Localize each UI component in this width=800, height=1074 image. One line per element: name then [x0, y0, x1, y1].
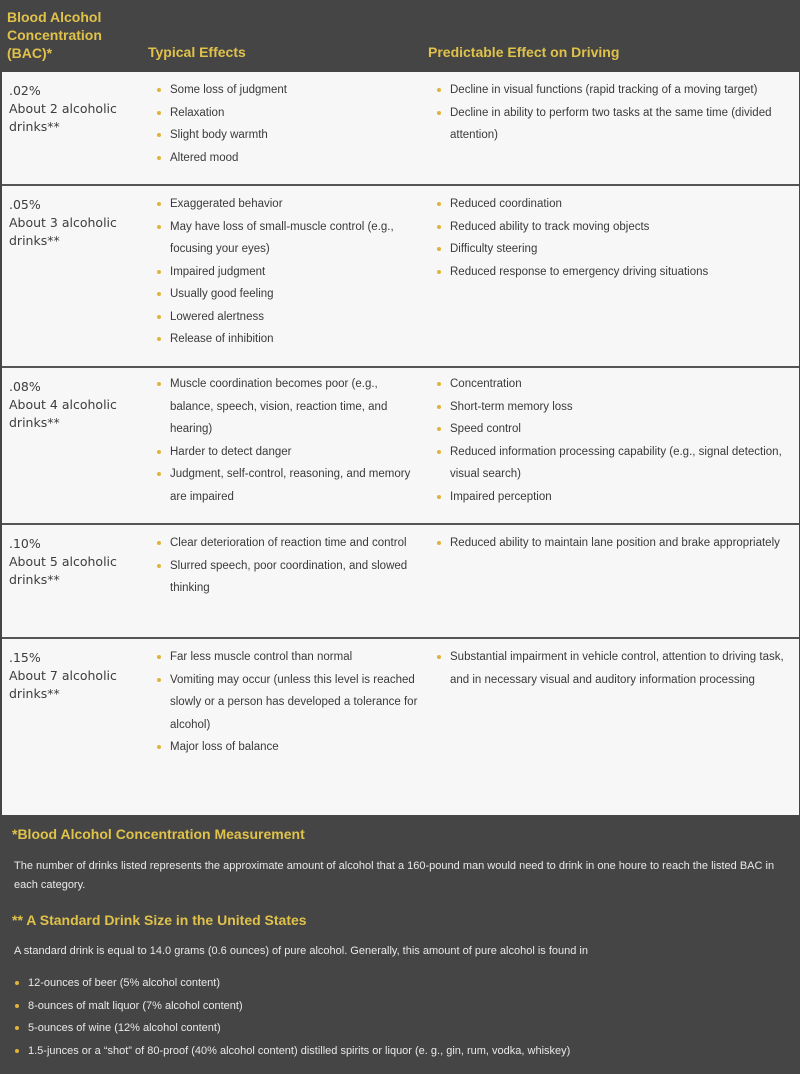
measurement-text: The number of drinks listed represents the approximate amount of alcohol that a 160-pound man would need to drink in one houre to reach the listed BAC in each category.: [14, 860, 775, 891]
typical-effects-list: [156, 373, 418, 508]
drink-count: About 3 alcoholic drinks**: [9, 215, 117, 248]
list-item: Harder to detect danger: [156, 441, 418, 464]
list-item: May have loss of small-muscle control (e.g., focusing your eyes): [156, 216, 418, 261]
list-item: Substantial impairment in vehicle control, attention to driving task, and in necessary visual and auditory information processing: [436, 646, 792, 691]
list-item: Lowered alertness: [156, 306, 418, 329]
measurement-title: *Blood Alcohol Concentration Measurement: [12, 826, 305, 842]
list-item: Muscle coordination becomes poor (e.g., balance, speech, vision, reaction time, and hearing): [156, 373, 418, 441]
list-item: 1.5-junces or a “shot” of 80-proof (40% alcohol content) distilled spirits or liquor (e. g., gin, rum, vodka, whiskey): [14, 1040, 570, 1063]
list-item: Concentration: [436, 373, 792, 396]
list-item: Vomiting may occur (unless this level is reached slowly or a person has developed a tolerance for alcohol): [156, 669, 418, 737]
list-item: 8-ounces of malt liquor (7% alcohol content): [14, 995, 570, 1018]
list-item: Reduced ability to track moving objects: [436, 216, 792, 239]
list-item: Reduced coordination: [436, 193, 792, 216]
bac-cell: [9, 378, 139, 432]
driving-column-header: Predictable Effect on Driving: [428, 44, 620, 60]
list-item: Altered mood: [156, 147, 418, 170]
bac-table: [2, 72, 799, 815]
list-item: Slurred speech, poor coordination, and slowed thinking: [156, 555, 418, 600]
effects-column-header: Typical Effects: [148, 44, 246, 60]
list-item: Reduced response to emergency driving situations: [436, 261, 792, 284]
list-item: Slight body warmth: [156, 124, 418, 147]
bac-level: .08%: [9, 379, 41, 394]
list-item: Short-term memory loss: [436, 396, 792, 419]
table-row: [2, 186, 799, 368]
list-item: Far less muscle control than normal: [156, 646, 418, 669]
bac-level: .02%: [9, 83, 41, 98]
list-item: Release of inhibition: [156, 328, 418, 351]
list-item: Reduced information processing capability (e.g., signal detection, visual search): [436, 441, 792, 486]
table-row: [2, 639, 799, 815]
table-header: [0, 0, 800, 72]
typical-effects-list: [156, 532, 418, 600]
list-item: Decline in ability to perform two tasks at the same time (divided attention): [436, 102, 792, 147]
bac-column-header: Blood Alcohol Concentration (BAC)*: [7, 9, 102, 61]
drink-count: About 5 alcoholic drinks**: [9, 554, 117, 587]
drink-count: About 2 alcoholic drinks**: [9, 101, 117, 134]
list-item: Speed control: [436, 418, 792, 441]
standard-drink-list: [14, 972, 570, 1063]
bac-cell: [9, 649, 139, 703]
typical-effects-list: [156, 193, 418, 351]
driving-effects-list: [436, 193, 792, 283]
list-item: 12-ounces of beer (5% alcohol content): [14, 972, 570, 995]
standard-drink-text: A standard drink is equal to 14.0 grams (0.6 ounces) of pure alcohol. Generally, this amount of pure alcohol is found in: [14, 945, 588, 957]
bac-level: .10%: [9, 536, 41, 551]
bac-cell: [9, 196, 139, 250]
driving-effects-list: [436, 373, 792, 508]
bac-cell: [9, 82, 139, 136]
table-row: [2, 368, 799, 525]
drink-count: About 4 alcoholic drinks**: [9, 397, 117, 430]
driving-effects-list: [436, 532, 792, 555]
list-item: Impaired judgment: [156, 261, 418, 284]
list-item: Difficulty steering: [436, 238, 792, 261]
typical-effects-list: [156, 79, 418, 169]
list-item: Some loss of judgment: [156, 79, 418, 102]
list-item: Clear deterioration of reaction time and control: [156, 532, 418, 555]
bac-level: .15%: [9, 650, 41, 665]
driving-effects-list: [436, 79, 792, 147]
driving-effects-list: [436, 646, 792, 691]
list-item: Decline in visual functions (rapid tracking of a moving target): [436, 79, 792, 102]
list-item: 5-ounces of wine (12% alcohol content): [14, 1017, 570, 1040]
list-item: Major loss of balance: [156, 736, 418, 759]
typical-effects-list: [156, 646, 418, 759]
drink-count: About 7 alcoholic drinks**: [9, 668, 117, 701]
list-item: Relaxation: [156, 102, 418, 125]
list-item: Reduced ability to maintain lane position and brake appropriately: [436, 532, 792, 555]
table-row: [2, 525, 799, 639]
list-item: Usually good feeling: [156, 283, 418, 306]
list-item: Exaggerated behavior: [156, 193, 418, 216]
standard-drink-title: ** A Standard Drink Size in the United States: [12, 912, 307, 928]
table-row: [2, 72, 799, 186]
list-item: Impaired perception: [436, 486, 792, 509]
list-item: Judgment, self-control, reasoning, and memory are impaired: [156, 463, 418, 508]
bac-level: .05%: [9, 197, 41, 212]
bac-cell: [9, 535, 139, 589]
